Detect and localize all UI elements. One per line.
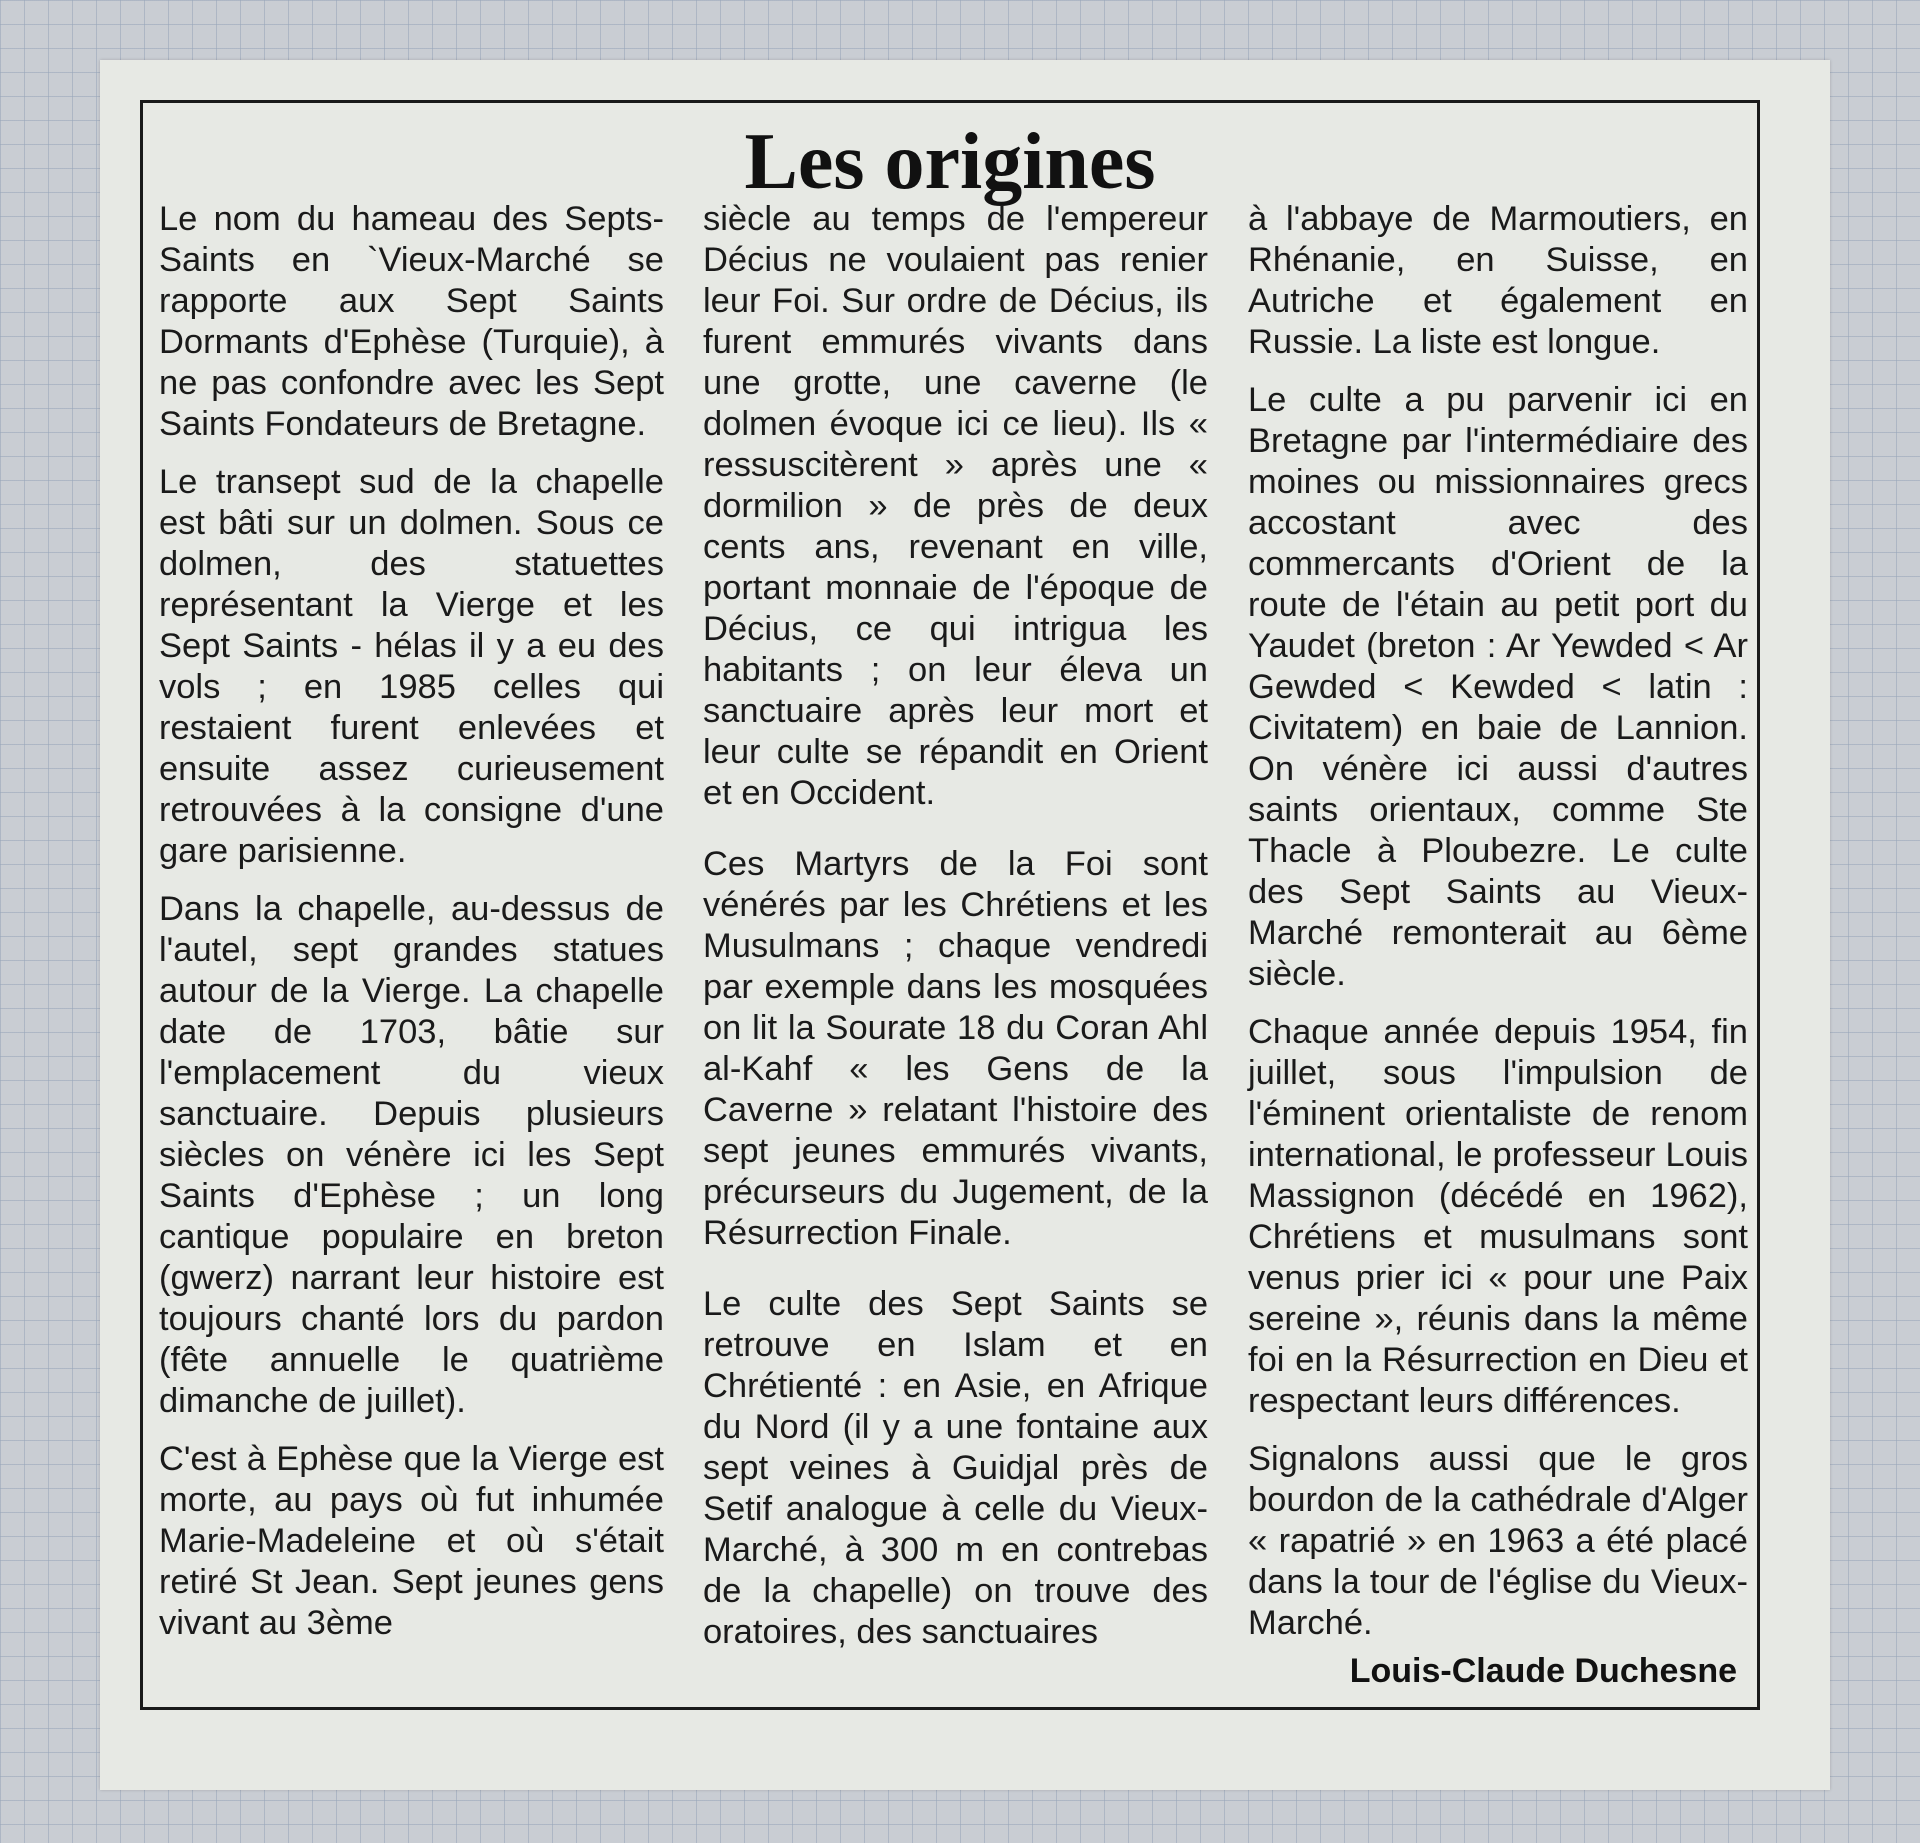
article-column-3 [1248, 199, 1748, 1661]
article-title: Les origines [744, 118, 1156, 206]
newspaper-clipping [100, 60, 1830, 1790]
paragraph: siècle au temps de l'empereur Décius ne voulaient pas renier leur Foi. Sur ordre de Décius, ils furent emmurés vivants dans une grotte, une caverne (le dolmen évoque ici ce lieu). Ils « ressuscitèrent » après une « dormilion » de près de deux cents ans, revenant en ville, portant monnaie de l'époque de Décius, ce qui intrigua les habitants ; on leur éleva un sanctuaire après leur mort et leur culte se répandit en Orient et en Occident. [703, 200, 1208, 812]
paragraph: Ces Martyrs de la Foi sont vénérés par les Chrétiens et les Musulmans ; chaque vendredi par exemple dans les mosquées on lit la Sourate 18 du Coran Ahl al-Kahf « les Gens de la Caverne » relatant l'histoire des sept jeunes emmurés vivants, précurseurs du Jugement, de la Résurrection Finale. [703, 845, 1208, 1252]
paragraph: Le nom du hameau des Septs-Saints en `Vieux-Marché se rapporte aux Sept Saints Dormants d'Ephèse (Turquie), à ne pas confondre avec les Sept Saints Fondateurs de Bretagne. [159, 200, 664, 443]
article-column-2 [703, 199, 1208, 1670]
paragraph: Chaque année depuis 1954, fin juillet, sous l'impulsion de l'éminent orientaliste de renom international, le professeur Louis Massignon (décédé en 1962), Chrétiens et musulmans sont venus prier ici « pour une Paix sereine », réunis dans la même foi en la Résurrection en Dieu et respectant leurs différences. [1248, 1013, 1748, 1420]
article-frame [140, 100, 1760, 1710]
paragraph: Le culte des Sept Saints se retrouve en Islam et en Chrétienté : en Asie, en Afrique du Nord (il y a une fontaine aux sept veines à Guidjal près de Setif analogue à celle du Vieux-Marché, à 300 m en contrebas de la chapelle) on trouve des oratoires, des sanctuaires [703, 1285, 1208, 1651]
paragraph: Le culte a pu parvenir ici en Bretagne par l'intermédiaire des moines ou missionnaires grecs accostant avec des commercants d'Orient de la route de l'étain au petit port du Yaudet (breton : Ar Yewded < Ar Gewded < Kewded < latin : Civitatem) en baie de Lannion. On vénère ici aussi d'autres saints orientaux, comme Ste Thacle à Ploubezre. Le culte des Sept Saints au Vieux-Marché remonterait au 6ème siècle. [1248, 381, 1748, 993]
paragraph: Le transept sud de la chapelle est bâti sur un dolmen. Sous ce dolmen, des statuettes représentant la Vierge et les Sept Saints - hélas il y a eu des vols ; en 1985 celles qui restaient furent enlevées et ensuite assez curieusement retrouvées à la consigne d'une gare parisienne. [159, 463, 664, 870]
paragraph: Signalons aussi que le gros bourdon de la cathédrale d'Alger « rapatrié » en 1963 a été placé dans la tour de l'église du Vieux-Marché. [1248, 1440, 1748, 1642]
paragraph: C'est à Ephèse que la Vierge est morte, au pays où fut inhumée Marie-Madeleine et où s'était retiré St Jean. Sept jeunes gens vivant au 3ème [159, 1440, 664, 1642]
paragraph: à l'abbaye de Marmoutiers, en Rhénanie, en Suisse, en Autriche et également en Russie. La liste est longue. [1248, 200, 1748, 361]
author-signature: Louis-Claude Duchesne [1349, 1652, 1737, 1690]
paragraph: Dans la chapelle, au-dessus de l'autel, sept grandes statues autour de la Vierge. La chapelle date de 1703, bâtie sur l'emplacement du vieux sanctuaire. Depuis plusieurs siècles on vénère ici les Sept Saints d'Ephèse ; un long cantique populaire en breton (gwerz) narrant leur histoire est toujours chanté lors du pardon (fête annuelle le quatrième dimanche de juillet). [159, 890, 664, 1420]
article-column-1 [159, 199, 664, 1661]
